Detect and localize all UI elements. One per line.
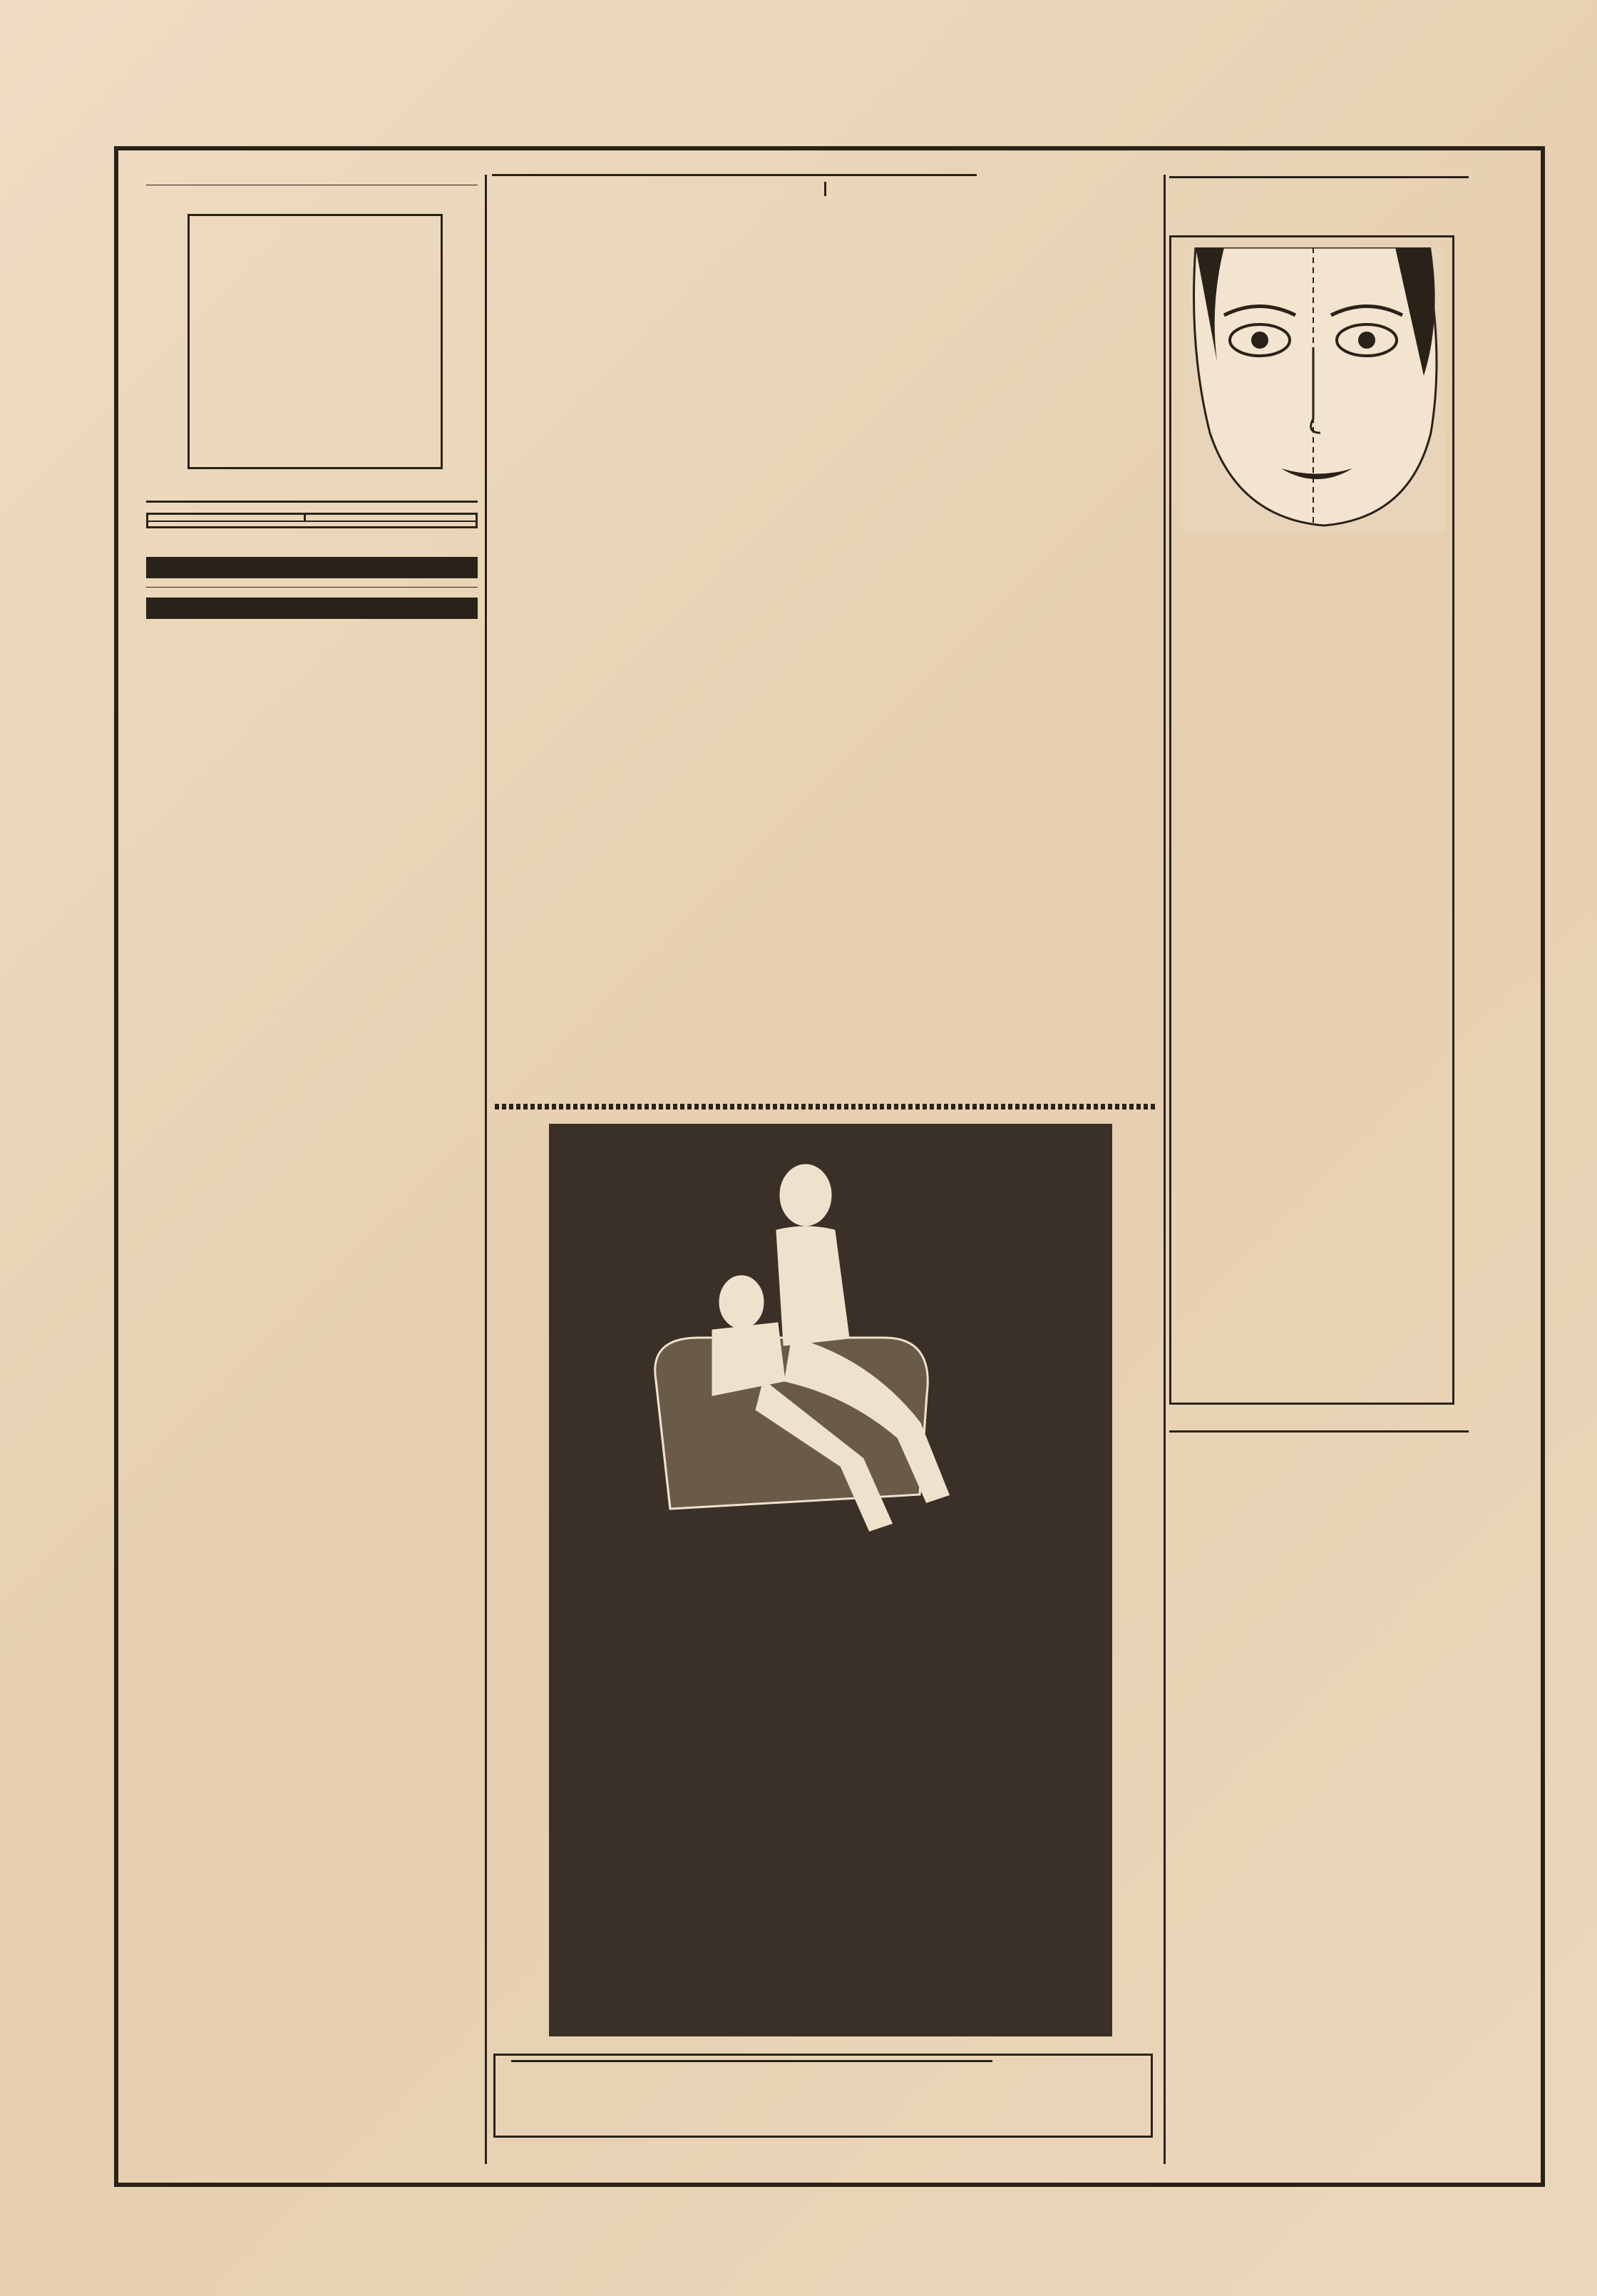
masthead (107, 84, 1511, 134)
crossword-puzzle (146, 191, 478, 491)
left-column (146, 175, 478, 619)
woman-face-illustration (1181, 247, 1445, 533)
right-column (1169, 175, 1469, 1447)
center-column (492, 171, 1159, 196)
crossword-grid (188, 214, 443, 469)
bilhas-address (148, 521, 476, 526)
couple-illustration (549, 1124, 1112, 1566)
aviz-ad (493, 2054, 1153, 2138)
black-bar (146, 557, 478, 578)
bilhas-ad (146, 513, 478, 528)
black-bar (146, 598, 478, 619)
jewelry-ad (492, 1104, 1159, 2052)
column-divider (1164, 175, 1166, 2164)
tokalon-ad (1169, 235, 1454, 1405)
jewelry-ad-artwork (549, 1124, 1112, 2036)
column-divider (485, 175, 487, 2164)
